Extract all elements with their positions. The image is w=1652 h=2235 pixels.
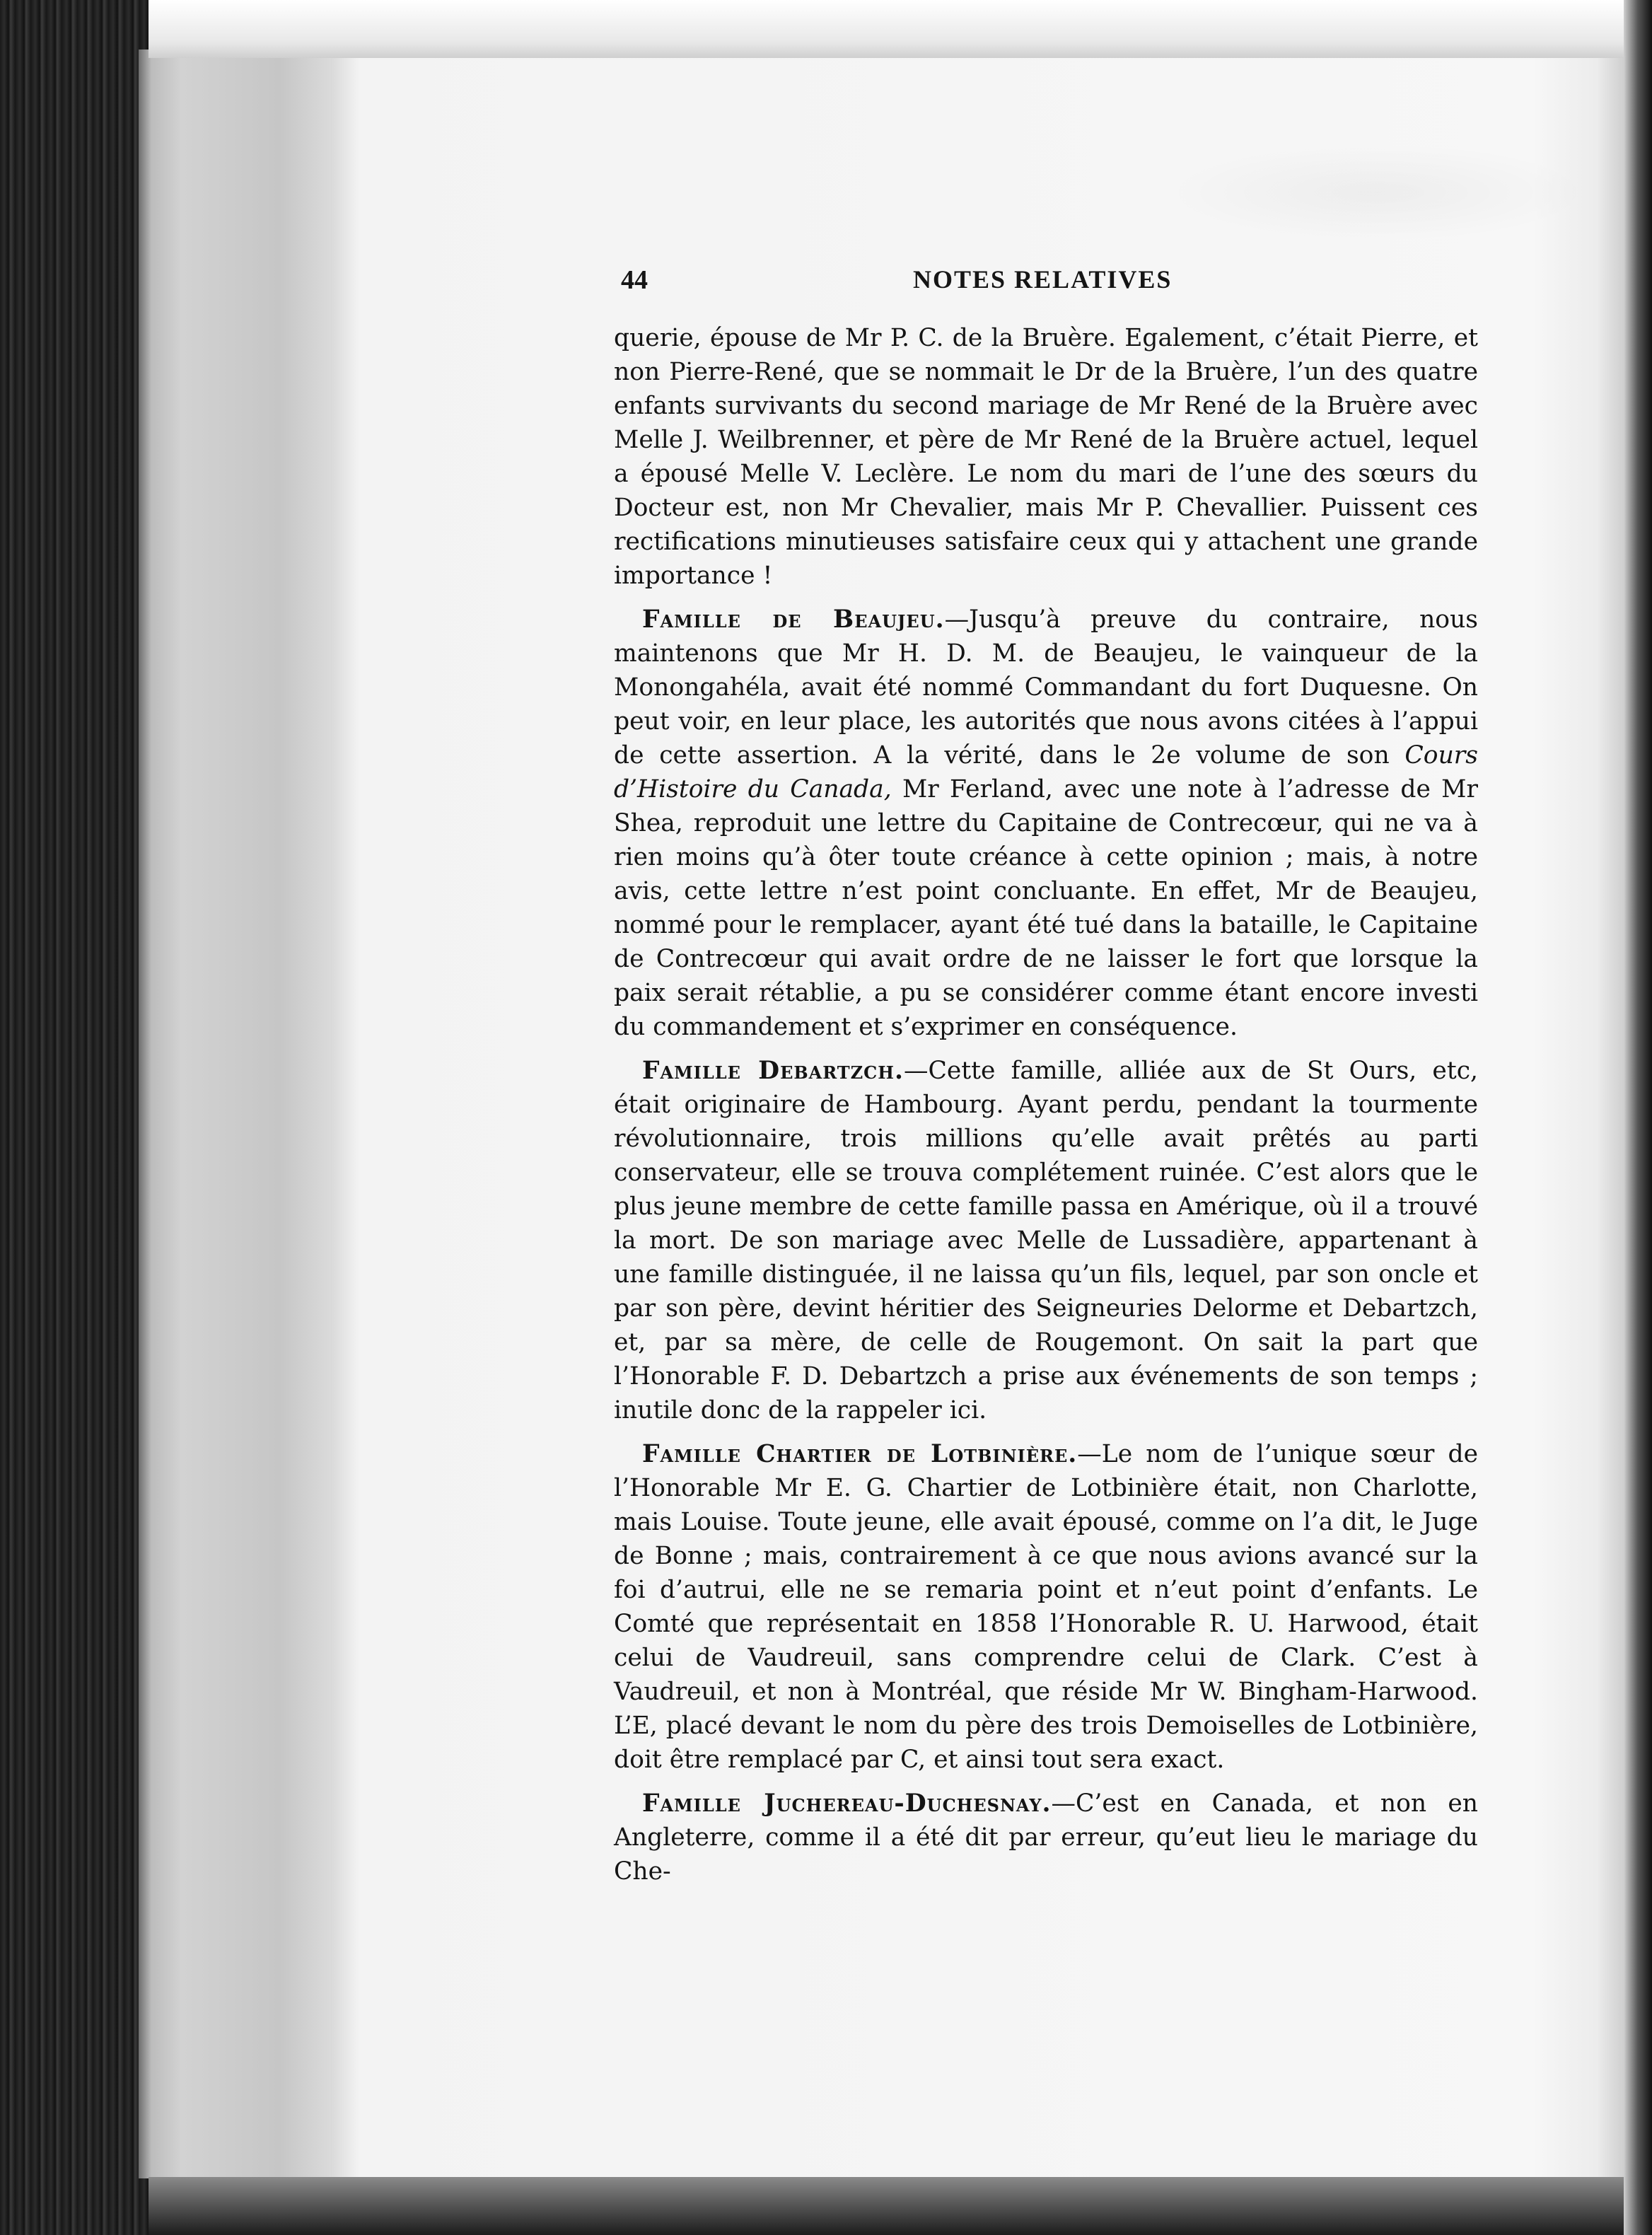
paragraph-duchesnay: [614, 1787, 1478, 1888]
paragraph-text: Mr Ferland, avec une note à l’adresse de Mr Shea, reproduit une lettre du Capitaine de Contrecœur, qui ne va à rien moins qu’à ôter toute créance à cette opinion ; mais, à notre avis, cette lettre n’est point concluante. En effet, Mr de Beaujeu, nommé pour le remplacer, ayant été tué dans la bataille, le Capitaine de Contrecœur qui avait ordre de ne laisser le fort que lorsque la paix serait rétablie, a pu se considérer comme étant encore investi du commandement et s’exprimer en conséquence.: [614, 775, 1478, 1041]
paragraph-text: —Cette famille, alliée aux de St Ours, etc, était originaire de Hambourg. Ayant perdu, pendant la tourmente révolutionnaire, trois millions qu’elle avait prêtés au parti conservateur, elle se trouva complétement ruinée. C’est alors que le plus jeune membre de cette famille passa en Amérique, où il a trouvé la mort. De son mariage avec Melle de Lussadière, appartenant à une famille distinguée, il ne laissa qu’un fils, lequel, par son oncle et par son père, devint héritier des Seigneuries Delorme et Debartzch, et, par sa mère, de celle de Rougemont. On sait la part que l’Honorable F. D. Debartzch a prise aux événements de son temps ; inutile donc de la rappeler ici.: [614, 1057, 1478, 1424]
book-spine-edge: [0, 0, 149, 2235]
running-title: NOTES RELATIVES: [913, 265, 1173, 294]
page-smudge: [1165, 143, 1590, 242]
page-number: 44: [621, 265, 648, 295]
paragraph-text: —Le nom de l’unique sœur de l’Honorable Mr E. G. Chartier de Lotbinière était, non Charlotte, mais Louise. Toute jeune, elle avait épousé, comme on l’a dit, le Juge de Bonne ; mais, contrairement à ce que nous avions avancé sur la foi d’autrui, elle ne se remaria point et n’eut point d’enfants. Le Comté que représentait en 1858 l’Honorable R. U. Harwood, était celui de Vaudreuil, sans comprendre celui de Clark. C’est à Vaudreuil, et non à Montréal, que réside Mr W. Bingham-Harwood. L’E, placé devant le nom du père des trois Demoiselles de Lotbinière, doit être remplacé par C, et ainsi tout sera exact.: [614, 1440, 1478, 1774]
right-scan-edge: [1624, 0, 1652, 2235]
page-header: [331, 265, 1624, 314]
paragraph-lotbiniere: [614, 1437, 1478, 1777]
book-page: [331, 58, 1624, 2177]
book-title-citation: Cours d’Histoire du Canada,: [614, 741, 1478, 803]
paragraph-text: querie, épouse de Mr P. C. de la Bruère. Egalement, c’était Pierre, et non Pierre-René, que se nommait le Dr de la Bruère, l’un des quatre enfants survivants du second mariage de Mr René de la Bruère avec Melle J. Weilbrenner, et père de Mr René de la Bruère actuel, lequel a épousé Melle V. Leclère. Le nom du mari de l’une des sœurs du Docteur est, non Mr Chevalier, mais Mr P. Chevallier. Puissent ces rectifications minutieuses satisfaire ceux qui y attachent une grande importance !: [614, 324, 1478, 590]
section-heading-lotbiniere: Famille Chartier de Lotbinière.: [642, 1440, 1078, 1468]
paragraph-text: —C’est en Canada, et non en Angleterre, comme il a été dit par erreur, qu’eut lieu le mariage du Che-: [614, 1789, 1478, 1886]
top-scan-margin: [149, 0, 1627, 58]
section-heading-beaujeu: Famille de Beaujeu.: [642, 605, 945, 634]
left-page-leaf: [139, 50, 335, 2178]
bottom-scan-margin: [149, 2177, 1627, 2235]
paragraph-continuation: [614, 321, 1478, 593]
body-text: [614, 321, 1478, 1888]
section-heading-debartzch: Famille Debartzch.: [642, 1057, 904, 1085]
paragraph-text: —Jusqu’à preuve du contraire, nous maintenons que Mr H. D. M. de Beaujeu, le vainqueur de la Monongahéla, avait été nommé Commandant du fort Duquesne. On peut voir, en leur place, les autorités que nous avons citées à l’appui de cette assertion. A la vérité, dans le 2e volume de son: [614, 605, 1479, 770]
section-heading-duchesnay: Famille Juchereau-Duchesnay.: [642, 1789, 1052, 1818]
paragraph-beaujeu: [614, 603, 1478, 1044]
paragraph-debartzch: [614, 1054, 1478, 1427]
